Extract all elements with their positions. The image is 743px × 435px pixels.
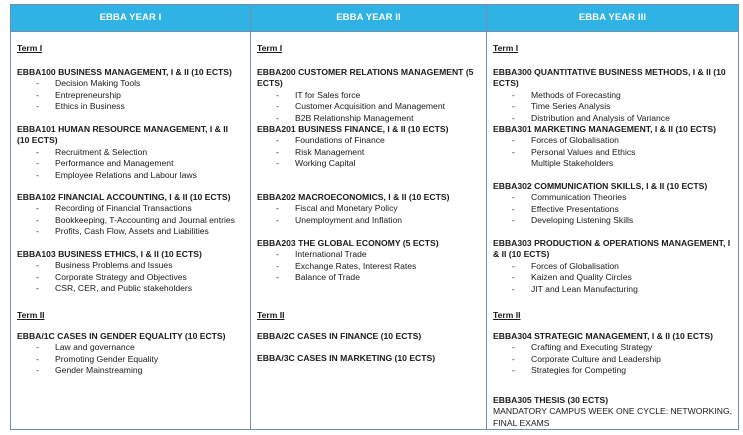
list-item: - Corporate Culture and Leadership bbox=[512, 353, 661, 364]
list-item: - Corporate Strategy and Objectives bbox=[36, 271, 187, 282]
course-title: EBBA304 STRATEGIC MANAGEMENT, I & II (10 ECTS) bbox=[493, 331, 713, 341]
list-item: - International Trade bbox=[276, 249, 367, 260]
year-2-column bbox=[251, 5, 487, 429]
course-note: MANDATORY CAMPUS WEEK ONE CYCLE: NETWORKING, FINAL EXAMS bbox=[493, 406, 733, 428]
list-item: - Fiscal and Monetary Policy bbox=[276, 203, 398, 214]
course-block bbox=[17, 124, 238, 181]
term-label: Term II bbox=[493, 310, 521, 320]
list-item: - Unemployment and Inflation bbox=[276, 214, 403, 225]
list-item: - Decision Making Tools bbox=[36, 78, 141, 89]
course-title: EBBA201 BUSINESS FINANCE, I & II (10 ECTS) bbox=[257, 124, 449, 134]
list-item: - Risk Management bbox=[276, 146, 365, 157]
list-item: - Strategies for Competing bbox=[512, 365, 627, 376]
course-block bbox=[17, 249, 245, 295]
list-item: - Working Capital bbox=[276, 158, 356, 169]
list-item: - Exchange Rates, Interest Rates bbox=[276, 260, 417, 271]
course-block bbox=[493, 395, 733, 429]
course-title: EBBA100 BUSINESS MANAGEMENT, I & II (10 ECTS) bbox=[17, 67, 232, 77]
list-item: - Balance of Trade bbox=[276, 272, 360, 283]
course-title: EBBA101 HUMAN RESOURCE MANAGEMENT, I & II (10 ECTS) bbox=[17, 124, 229, 146]
list-item: - Performance and Management bbox=[36, 158, 174, 169]
list-item: - Promoting Gender Equality bbox=[36, 353, 159, 364]
list-item: - Ethics in Business bbox=[36, 101, 125, 112]
course-block bbox=[493, 238, 733, 295]
course-block bbox=[17, 67, 245, 113]
year-3-header: EBBA YEAR III bbox=[487, 5, 738, 32]
list-item: - Effective Presentations bbox=[512, 203, 619, 214]
course-title: EBBA302 COMMUNICATION SKILLS, I & II (10 ECTS) bbox=[493, 181, 708, 191]
list-item: - Crafting and Executing Strategy bbox=[512, 342, 653, 353]
course-title: EBBA303 PRODUCTION & OPERATIONS MANAGEMENT, I & II (10 ECTS) bbox=[493, 238, 731, 260]
course-block bbox=[493, 67, 733, 124]
course-title: EBBA/3C CASES IN MARKETING (10 ECTS) bbox=[257, 353, 436, 363]
list-item: - Entrepreneurship bbox=[36, 89, 121, 100]
term-label: Term II bbox=[257, 310, 285, 320]
course-title: EBBA200 CUSTOMER RELATIONS MANAGEMENT (5 ECTS) bbox=[257, 67, 474, 89]
list-item: - Recruitment & Selection bbox=[36, 146, 148, 157]
year-1-column bbox=[11, 5, 251, 429]
course-block bbox=[493, 331, 733, 377]
term-label: Term II bbox=[17, 310, 45, 320]
list-item: - Profits, Cash Flow, Assets and Liabilities bbox=[36, 226, 209, 237]
term-label: Term I bbox=[493, 43, 519, 53]
list-item: Multiple Stakeholders bbox=[531, 158, 614, 169]
year-2-header: EBBA YEAR II bbox=[251, 5, 486, 32]
course-block bbox=[257, 67, 481, 124]
course-title: EBBA305 THESIS (30 ECTS) bbox=[493, 395, 609, 405]
list-item: - Kaizen and Quality Circles bbox=[512, 272, 632, 283]
list-item: - Employee Relations and Labour laws bbox=[36, 169, 197, 180]
course-block bbox=[257, 238, 481, 284]
year-1-header: EBBA YEAR I bbox=[11, 5, 250, 32]
course-title: EBBA301 MARKETING MANAGEMENT, I & II (10 ECTS) bbox=[493, 124, 716, 134]
term-label: Term I bbox=[17, 43, 43, 53]
course-title: EBBA/1C CASES IN GENDER EQUALITY (10 ECTS) bbox=[17, 331, 226, 341]
list-item: - Gender Mainstreaming bbox=[36, 365, 143, 376]
list-item: - Forces of Globalisation bbox=[512, 135, 619, 146]
list-item: - Personal Values and Ethics bbox=[512, 146, 636, 157]
year-3-column bbox=[487, 5, 738, 429]
list-item: - Recording of Financial Transactions bbox=[36, 203, 192, 214]
course-title: EBBA300 QUANTITATIVE BUSINESS METHODS, I & II (10 ECTS) bbox=[493, 67, 726, 89]
list-item: - Foundations of Finance bbox=[276, 135, 385, 146]
course-block bbox=[257, 192, 481, 226]
list-item: - Developing Listening Skills bbox=[512, 215, 634, 226]
course-block bbox=[257, 124, 481, 170]
list-item: - Methods of Forecasting bbox=[512, 89, 621, 100]
list-item: - IT for Sales force bbox=[276, 89, 361, 100]
term-label: Term I bbox=[257, 43, 283, 53]
list-item: - Bookkeeping, T-Accounting and Journal entries bbox=[36, 214, 235, 225]
course-block bbox=[17, 192, 245, 238]
list-item: - Communication Theories bbox=[512, 192, 627, 203]
course-title: EBBA103 BUSINESS ETHICS, I & II (10 ECTS) bbox=[17, 249, 202, 259]
list-item: - Forces of Globalisation bbox=[512, 260, 619, 271]
course-title: EBBA/2C CASES IN FINANCE (10 ECTS) bbox=[257, 331, 422, 341]
list-item: - Customer Acquisition and Management bbox=[276, 101, 445, 112]
list-item: - Time Series Analysis bbox=[512, 101, 611, 112]
course-block bbox=[493, 124, 733, 170]
list-item: - Law and governance bbox=[36, 342, 135, 353]
course-title: EBBA102 FINANCIAL ACCOUNTING, I & II (10 ECTS) bbox=[17, 192, 231, 202]
list-item: - Distribution and Analysis of Variance bbox=[512, 112, 670, 123]
curriculum-table bbox=[10, 4, 739, 430]
list-item: - CSR, CER, and Public stakeholders bbox=[36, 283, 193, 294]
course-block bbox=[493, 181, 733, 227]
course-title: EBBA203 THE GLOBAL ECONOMY (5 ECTS) bbox=[257, 238, 439, 248]
course-title: EBBA202 MACROECONOMICS, I & II (10 ECTS) bbox=[257, 192, 450, 202]
list-item: - B2B Relationship Management bbox=[276, 112, 414, 123]
course-block bbox=[17, 331, 245, 377]
list-item: - JIT and Lean Manufacturing bbox=[512, 283, 638, 294]
list-item: - Business Problems and Issues bbox=[36, 260, 173, 271]
